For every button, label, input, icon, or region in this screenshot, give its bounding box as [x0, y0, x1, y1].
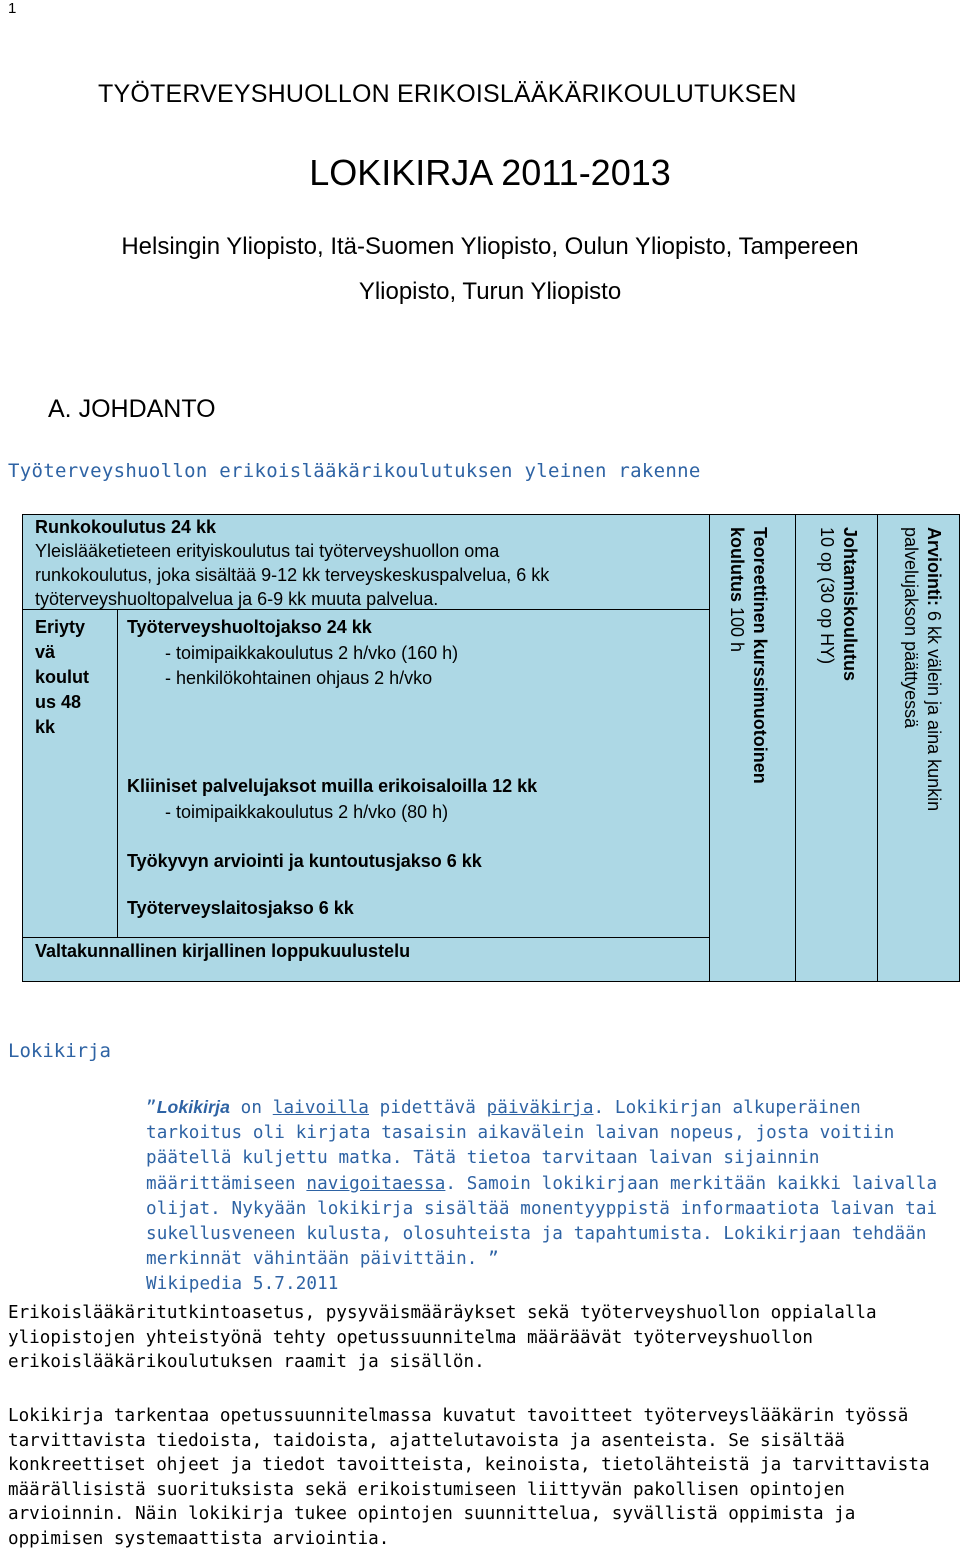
eriyty-line: koulut — [35, 667, 89, 687]
eriyty-line: vä — [35, 642, 56, 662]
section-a-subtitle: Työterveyshuollon erikoislääkärikoulutuksen yleinen rakenne — [8, 460, 701, 482]
divider — [23, 937, 709, 938]
section-a-title: A. JOHDANTO — [48, 395, 216, 423]
divider — [117, 609, 118, 937]
runko-line: runkokoulutus, joka sisältää 9-12 kk terveyskeskuspalvelua, 6 kk — [35, 565, 550, 585]
link-laivoilla[interactable]: laivoilla — [272, 1098, 369, 1118]
arviointi-line2: palvelujakson päättyessä — [901, 527, 921, 729]
teoreettinen-koulutus: koulutus — [727, 527, 747, 602]
loppukuulustelu-label: Valtakunnallinen kirjallinen loppukuulustelu — [35, 941, 411, 961]
runko-line: Yleislääketieteen erityiskoulutus tai työterveyshuollon oma — [35, 541, 500, 561]
johtamis-label: Johtamiskoulutus — [840, 527, 860, 682]
universities-line-2: Yliopisto, Turun Yliopisto — [358, 278, 622, 305]
lokikirja-heading: Lokikirja — [8, 1040, 111, 1062]
arviointi-label: Arviointi: — [924, 527, 944, 606]
document-heading: TYÖTERVEYSHUOLLON ERIKOISLÄÄKÄRIKOULUTUKSEN — [98, 80, 797, 108]
link-navigoitaessa[interactable]: navigoitaessa — [306, 1173, 446, 1194]
th-jakso-item: - henkilökohtainen ohjaus 2 h/vko — [165, 668, 433, 688]
page-number: 1 — [8, 0, 17, 17]
training-structure-diagram — [22, 514, 960, 982]
document-title: LOKIKIRJA 2011-2013 — [309, 152, 671, 193]
tyoterveyslaitos-label: Työterveyslaitosjakso 6 kk — [127, 898, 354, 918]
th-jakso-item: - toimipaikkakoulutus 2 h/vko (160 h) — [165, 643, 459, 663]
quote-open: ” — [146, 1098, 157, 1118]
runko-line: työterveyshuoltopalvelua ja 6-9 kk muuta palvelua. — [35, 589, 439, 609]
tyokyky-label: Työkyvyn arviointi ja kuntoutusjakso 6 kk — [127, 851, 482, 871]
paragraph: Lokikirja tarkentaa opetussuunnitelmassa kuvatut tavoitteet työterveyslääkärin työssä tarvittavista tiedoista, taidoista, ajattelutavoista ja asenteista. Se sisältää konkreettiset ohjeet ja tiedot tavoitteista, keinoista, tietolähteistä ja tarvittavista määrällisistä suorituksista sekä erikoistumiseen liittyvän pakollisen opintojen arvioinnin. Näin lokikirja tukee opintojen suunnittelua, syvällistä oppimista ja oppimisen systemaattista arviointia. — [8, 1406, 930, 1549]
eriyty-line: kk — [35, 717, 56, 737]
runko-title: Runkokoulutus 24 kk — [35, 517, 217, 537]
paragraph: Erikoislääkäritutkintoasetus, pysyväismääräykset sekä työterveyshuollon oppialalla yliopistojen yhteistyönä tehty opetussuunnitelma määräävät työterveyshuollon erikoislääkärikoulutuksen raamit ja sisällön. — [8, 1303, 877, 1372]
kliiniset-item: - toimipaikkakoulutus 2 h/vko (80 h) — [165, 802, 449, 822]
arviointi-text: 6 kk välein ja aina kunkin — [924, 606, 944, 812]
quote-close: ” — [477, 1249, 499, 1270]
teoreettinen-column — [709, 515, 795, 981]
quote-text: on — [229, 1098, 273, 1118]
teoreettinen-hours: 100 h — [727, 602, 747, 653]
johtamis-credits: 10 op (30 op HY) — [817, 527, 837, 665]
wikipedia-quote — [146, 1095, 958, 1298]
kliiniset-title: Kliiniset palvelujaksot muilla erikoisaloilla 12 kk — [127, 776, 538, 796]
th-jakso-title: Työterveyshuoltojakso 24 kk — [127, 617, 372, 637]
quote-text: . Lokikirjan alkuperäinen tarkoitus oli kirjata tasaisin aikavälein laivan nopeus, josta voitiin päätellä kuljettu matka. Tätä tietoa tarvitaan laivan sijainnin määrittämiseen — [146, 1098, 895, 1194]
link-paivakirja[interactable]: päiväkirja — [486, 1098, 594, 1118]
universities-line-1: Helsingin Yliopisto, Itä-Suomen Yliopisto, Oulun Yliopisto, Tampereen — [121, 233, 859, 260]
quote-text: . Samoin lokikirjaan merkitään kaikki laivalla olijat. Nykyään lokikirja sisältää monentyyppistä informaatiota laivan tai sukellusveneen kulusta, olosuhteista ja tapahtumista. Lokikirjaan tehdään merkinnät vähintään päivittäin. — [146, 1173, 938, 1270]
quote-term: Lokikirja — [156, 1097, 230, 1117]
eriyty-line: us 48 — [35, 692, 82, 712]
arviointi-column — [877, 515, 960, 981]
eriyty-line: Eriyty — [35, 617, 86, 637]
teoreettinen-label: Teoreettinen kurssimuotoinen — [750, 527, 770, 784]
quote-source: Wikipedia 5.7.2011 — [146, 1274, 339, 1295]
johtamis-column — [795, 515, 877, 981]
quote-text: pidettävä — [368, 1098, 487, 1118]
